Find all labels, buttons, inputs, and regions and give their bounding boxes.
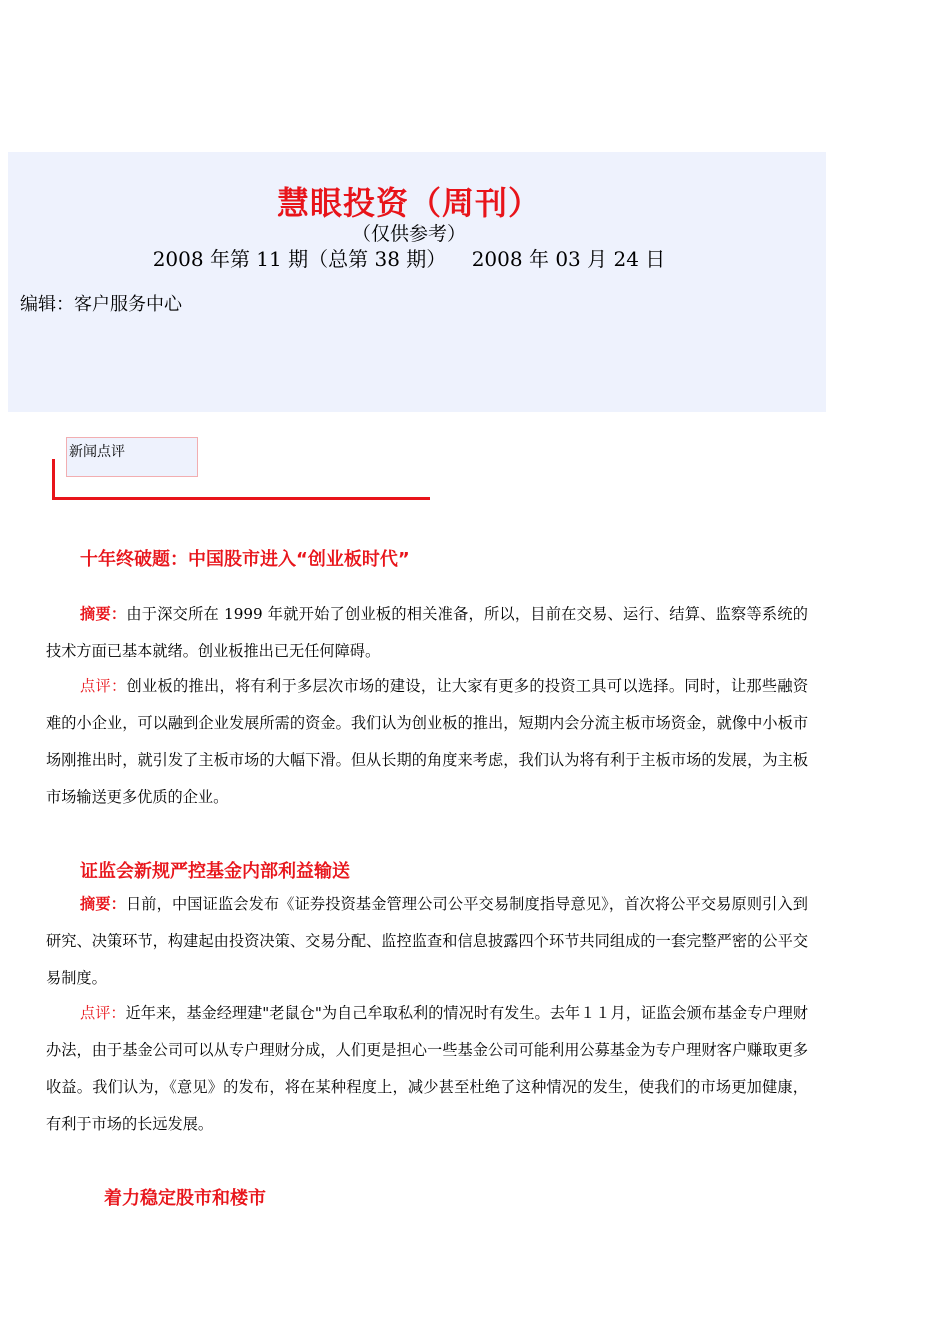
article-1-summary — [46, 596, 808, 670]
section-label-news-review: 新闻点评 — [66, 437, 198, 477]
publication-subtitle: （仅供参考） — [351, 223, 466, 245]
article-3-title: 着力稳定股市和楼市 — [104, 1188, 266, 1209]
issue-info: 2008 年第 11 期（总第 38 期） 2008 年 03 月 24 日 — [152, 247, 666, 271]
article-1-comment-label: 点评： — [80, 677, 127, 695]
editor-line: 编辑：客户服务中心 — [20, 294, 182, 315]
article-2-summary-text: 日前，中国证监会发布《证券投资基金管理公司公平交易制度指导意见》，首次将公平交易原则引入到研究、决策环节，构建起由投资决策、交易分配、监控监查和信息披露四个环节共同组成的一套完整严密的公平交易制度。 — [46, 895, 808, 987]
article-1-summary-label: 摘要： — [80, 605, 127, 623]
section-accent-vertical — [52, 459, 55, 500]
article-2-title: 证监会新规严控基金内部利益输送 — [80, 861, 350, 882]
article-1-title: 十年终破题：中国股市进入“创业板时代” — [80, 549, 410, 570]
article-1-comment — [46, 668, 808, 816]
section-accent-underline — [52, 497, 430, 500]
article-1-comment-text: 创业板的推出，将有利于多层次市场的建设，让大家有更多的投资工具可以选择。同时，让那些融资难的小企业，可以融到企业发展所需的资金。我们认为创业板的推出，短期内会分流主板市场资金，就像中小板市场刚推出时，就引发了主板市场的大幅下滑。但从长期的角度来考虑，我们认为将有利于主板市场的发展，为主板市场输送更多优质的企业。 — [46, 677, 809, 806]
publication-title: 慧眼投资（周刊） — [276, 184, 541, 222]
article-2-summary — [46, 886, 808, 997]
article-2-summary-label: 摘要： — [80, 895, 126, 913]
article-2-comment-label: 点评： — [80, 1004, 126, 1022]
article-2-comment-text: 近年来，基金经理建"老鼠仓"为自己牟取私利的情况时有发生。去年１１月，证监会颁布基金专户理财办法，由于基金公司可以从专户理财分成，人们更是担心一些基金公司可能利用公募基金为专户理财客户赚取更多收益。我们认为，《意见》的发布，将在某种程度上，减少甚至杜绝了这种情况的发生，使我们的市场更加健康，有利于市场的长远发展。 — [46, 1004, 808, 1133]
article-1-summary-text: 由于深交所在 1999 年就开始了创业板的相关准备，所以，目前在交易、运行、结算、监察等系统的技术方面已基本就绪。创业板推出已无任何障碍。 — [46, 605, 808, 660]
article-2-comment — [46, 995, 808, 1143]
